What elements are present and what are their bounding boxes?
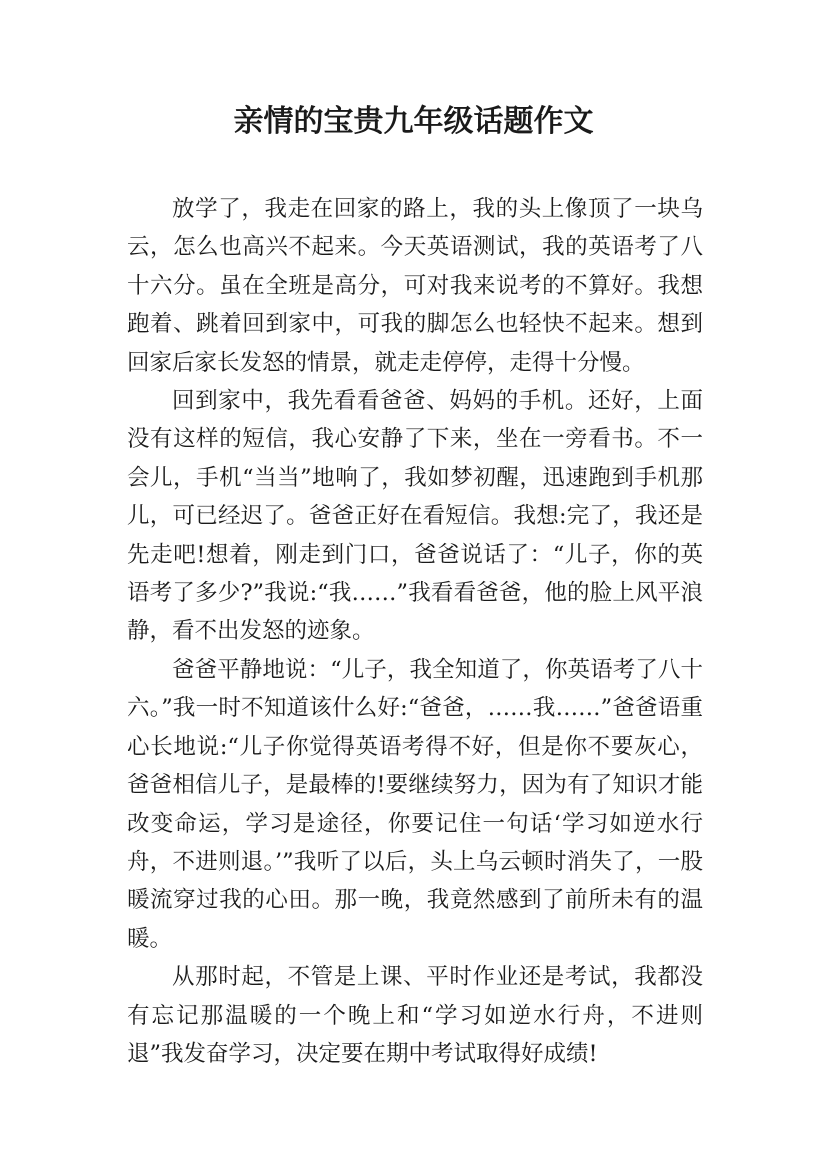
document-body — [127, 190, 703, 1073]
paragraph: 从那时起，不管是上课、平时作业还是考试，我都没有忘记那温暖的一个晚上和“学习如逆水行舟，不进则退”我发奋学习，决定要在期中考试取得好成绩! — [127, 964, 703, 1067]
paragraph: 回到家中，我先看看爸爸、妈妈的手机。还好，上面没有这样的短信，我心安静了下来，坐在一旁看书。不一会儿，手机“当当”地响了，我如梦初醒，迅速跑到手机那儿，可已经迟了。爸爸正好在看短信。我想:完了，我还是先走吧!想着，刚走到门口，爸爸说话了：“儿子，你的英语考了多少?”我说:“我……”我看看爸爸，他的脸上风平浪静，看不出发怒的迹象。 — [127, 388, 703, 645]
paragraph: 放学了，我走在回家的路上，我的头上像顶了一块乌云，怎么也高兴不起来。今天英语测试，我的英语考了八十六分。虽在全班是高分，可对我来说考的不算好。我想跑着、跳着回到家中，可我的脚怎么也轻快不起来。想到回家后家长发怒的情景，就走走停停，走得十分慢。 — [127, 196, 703, 376]
paragraph: 爸爸平静地说：“儿子，我全知道了，你英语考了八十六。”我一时不知道该什么好:“爸爸，……我……”爸爸语重心长地说:“儿子你觉得英语考得不好，但是你不要灰心，爸爸相信儿子，是最棒的!要继续努力，因为有了知识才能改变命运，学习是途径，你要记住一句话‘学习如逆水行舟，不进则退。’”我听了以后，头上乌云顿时消失了，一股暖流穿过我的心田。那一晚，我竟然感到了前所未有的温暖。 — [127, 656, 703, 952]
document-title: 亲情的宝贵九年级话题作文 — [233, 104, 594, 139]
